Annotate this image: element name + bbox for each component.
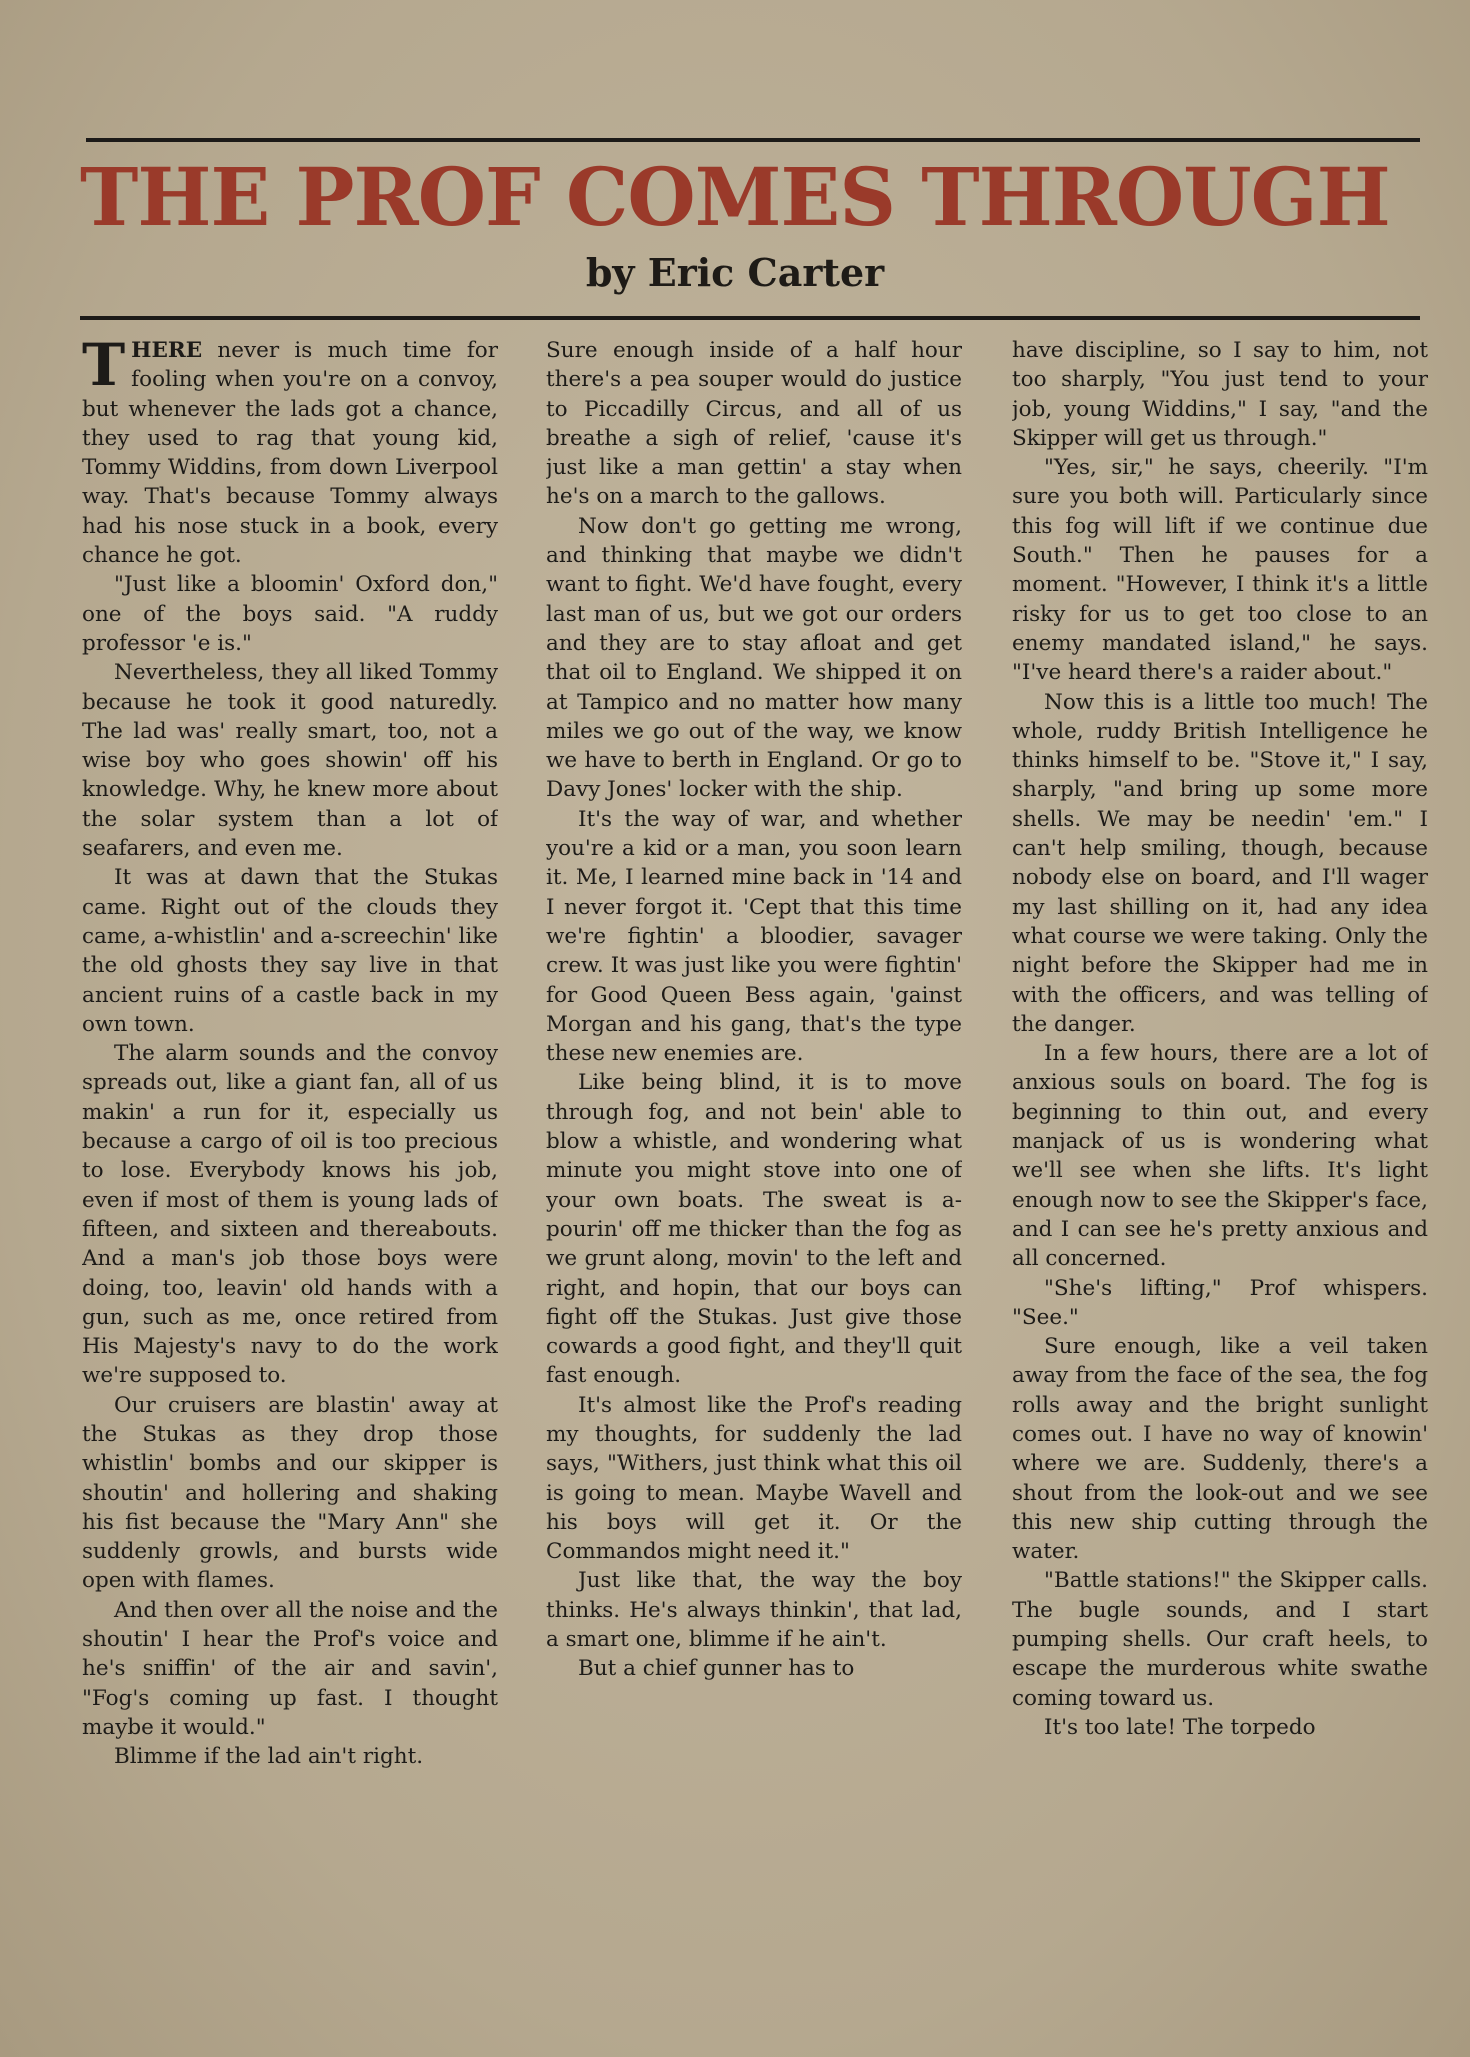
paragraph: And then over all the noise and the shoutin' I hear the Prof's voice and he's sniffin' of the air and savin', "Fog's coming up fast. I thought maybe it would."	[82, 1597, 498, 1740]
paragraph: Blimme if the lad ain't right.	[114, 1744, 424, 1770]
paragraph: It's almost like the Prof's reading my thoughts, for suddenly the lad says, "Withers, just think what this oil is going to mean. Maybe Wavell and his boys will get it. Or the Commandos might need it."	[546, 1392, 962, 1565]
paragraph: In a few hours, there are a lot of anxious souls on board. The fog is beginning to thin out, and every manjack of us is wondering what we'll see when she lifts. It's light enough now to see the Skipper's face, and I can see he's pretty anxious and all concerned.	[1012, 1041, 1428, 1272]
article-byline: by Eric Carter	[585, 250, 885, 295]
opening-text: never is much time for fooling when you're on a convoy, but whenever the lads got a chance, they used to rag that young kid, Tommy Widdins, from down Liverpool way. That's because Tommy always had his nose stuck in a book, every chance he got.	[82, 338, 498, 569]
text-column-1	[82, 336, 498, 1986]
paragraph: It's too late! The torpedo	[1044, 1714, 1316, 1740]
paragraph: Like being blind, it is to move through fog, and not bein' able to blow a whistle, and wondering what minute you might stove into one of your own boats. The sweat is a-pourin' off me thicker than the fog as we grunt along, movin' to the left and right, and hopin, that our boys can fight off the Stukas. Just give those cowards a good fight, and they'll quit fast enough.	[546, 1070, 962, 1389]
paragraph: "She's lifting," Prof whispers. "See."	[1012, 1275, 1428, 1330]
paragraph: Now don't go getting me wrong, and thinking that maybe we didn't want to fight. We'd have fought, every last man of us, but we got our orders and they are to stay afloat and get that oil to England. We shipped it on at Tampico and no matter how many miles we go out of the way, we know we have to berth in England. Or go to Davy Jones' locker with the ship.	[546, 513, 962, 803]
paragraph: "Yes, sir," he says, cheerily. "I'm sure you both will. Particularly since this fog will lift if we continue due South." Then he pauses for a moment. "However, I think it's a little risky for us to get too close to an enemy mandated island," he says. "I've heard there's a raider about."	[1012, 455, 1428, 686]
byline-rule	[80, 316, 1420, 320]
paragraph: Sure enough inside of a half hour there's a pea souper would do justice to Piccadilly Circus, and all of us breathe a sigh of relief, 'cause it's just like a man gettin' a stay when he's on a march to the gallows.	[546, 338, 962, 510]
article-title: THE PROF COMES THROUGH	[80, 150, 1390, 244]
paragraph: "Battle stations!" the Skipper calls. The bugle sounds, and I start pumping shells. Our craft heels, to escape the murderous white swathe coming toward us.	[1012, 1568, 1428, 1711]
paragraph: have discipline, so I say to him, not too sharply, "You just tend to your job, young Widdins," I say, "and the Skipper will get us through."	[1012, 338, 1428, 451]
paragraph: Nevertheless, they all liked Tommy because he took it good naturedly. The lad was' really smart, too, not a wise boy who goes showin' off his knowledge. Why, he knew more about the solar system than a lot of seafarers, and even me.	[82, 660, 498, 862]
paragraph: It's the way of war, and whether you're a kid or a man, you soon learn it. Me, I learned mine back in '14 and I never forgot it. 'Cept that this time we're fightin' a bloodier, savager crew. It was just like you were fightin' for Good Queen Bess again, 'gainst Morgan and his gang, that's the type these new enemies are.	[546, 806, 962, 1067]
paragraph: Now this is a little too much! The whole, ruddy British Intelligence he thinks himself to be. "Stove it," I say, sharply, "and bring up some more shells. We may be needin' 'em." I can't help smiling, though, because nobody else on board, and I'll wager my last shilling on it, had any idea what course we were taking. Only the night before the Skipper had me in with the officers, and was telling of the danger.	[1012, 689, 1428, 1037]
drop-cap: T	[82, 336, 126, 399]
paragraph: Just like that, the way the boy thinks. He's always thinkin', that lad, a smart one, blimme if he ain't.	[546, 1568, 962, 1653]
paragraph: Our cruisers are blastin' away at the Stukas as they drop those whistlin' bombs and our skipper is shoutin' and hollering and shaking his fist because the "Mary Ann" she suddenly growls, and bursts wide open with flames.	[82, 1392, 498, 1594]
opening-paragraph	[82, 336, 498, 570]
paragraph: The alarm sounds and the convoy spreads out, like a giant fan, all of us makin' a run for it, especially us because a cargo of oil is too precious to lose. Everybody knows his job, even if most of them is young lads of fifteen, and sixteen and thereabouts. And a man's job those boys were doing, too, leavin' old hands with a gun, such as me, once retired from His Majesty's navy to do the work we're supposed to.	[82, 1041, 498, 1389]
text-column-2	[546, 336, 962, 1986]
paragraph: "Just like a bloomin' Oxford don," one of the boys said. "A ruddy professor 'e is."	[82, 572, 498, 656]
opening-word-rest: HERE	[131, 338, 203, 363]
paragraph: But a chief gunner has to	[578, 1656, 855, 1682]
paragraph: Sure enough, like a veil taken away from the face of the sea, the fog rolls away and the bright sunlight comes out. I have no way of knowin' where we are. Suddenly, there's a shout from the look-out and we see this new ship cutting through the water.	[1012, 1334, 1428, 1565]
text-column-3	[1012, 336, 1428, 1986]
paragraph: It was at dawn that the Stukas came. Right out of the clouds they came, a-whistlin' and a-screechin' like the old ghosts they say live in that ancient ruins of a castle back in my own town.	[82, 865, 498, 1037]
